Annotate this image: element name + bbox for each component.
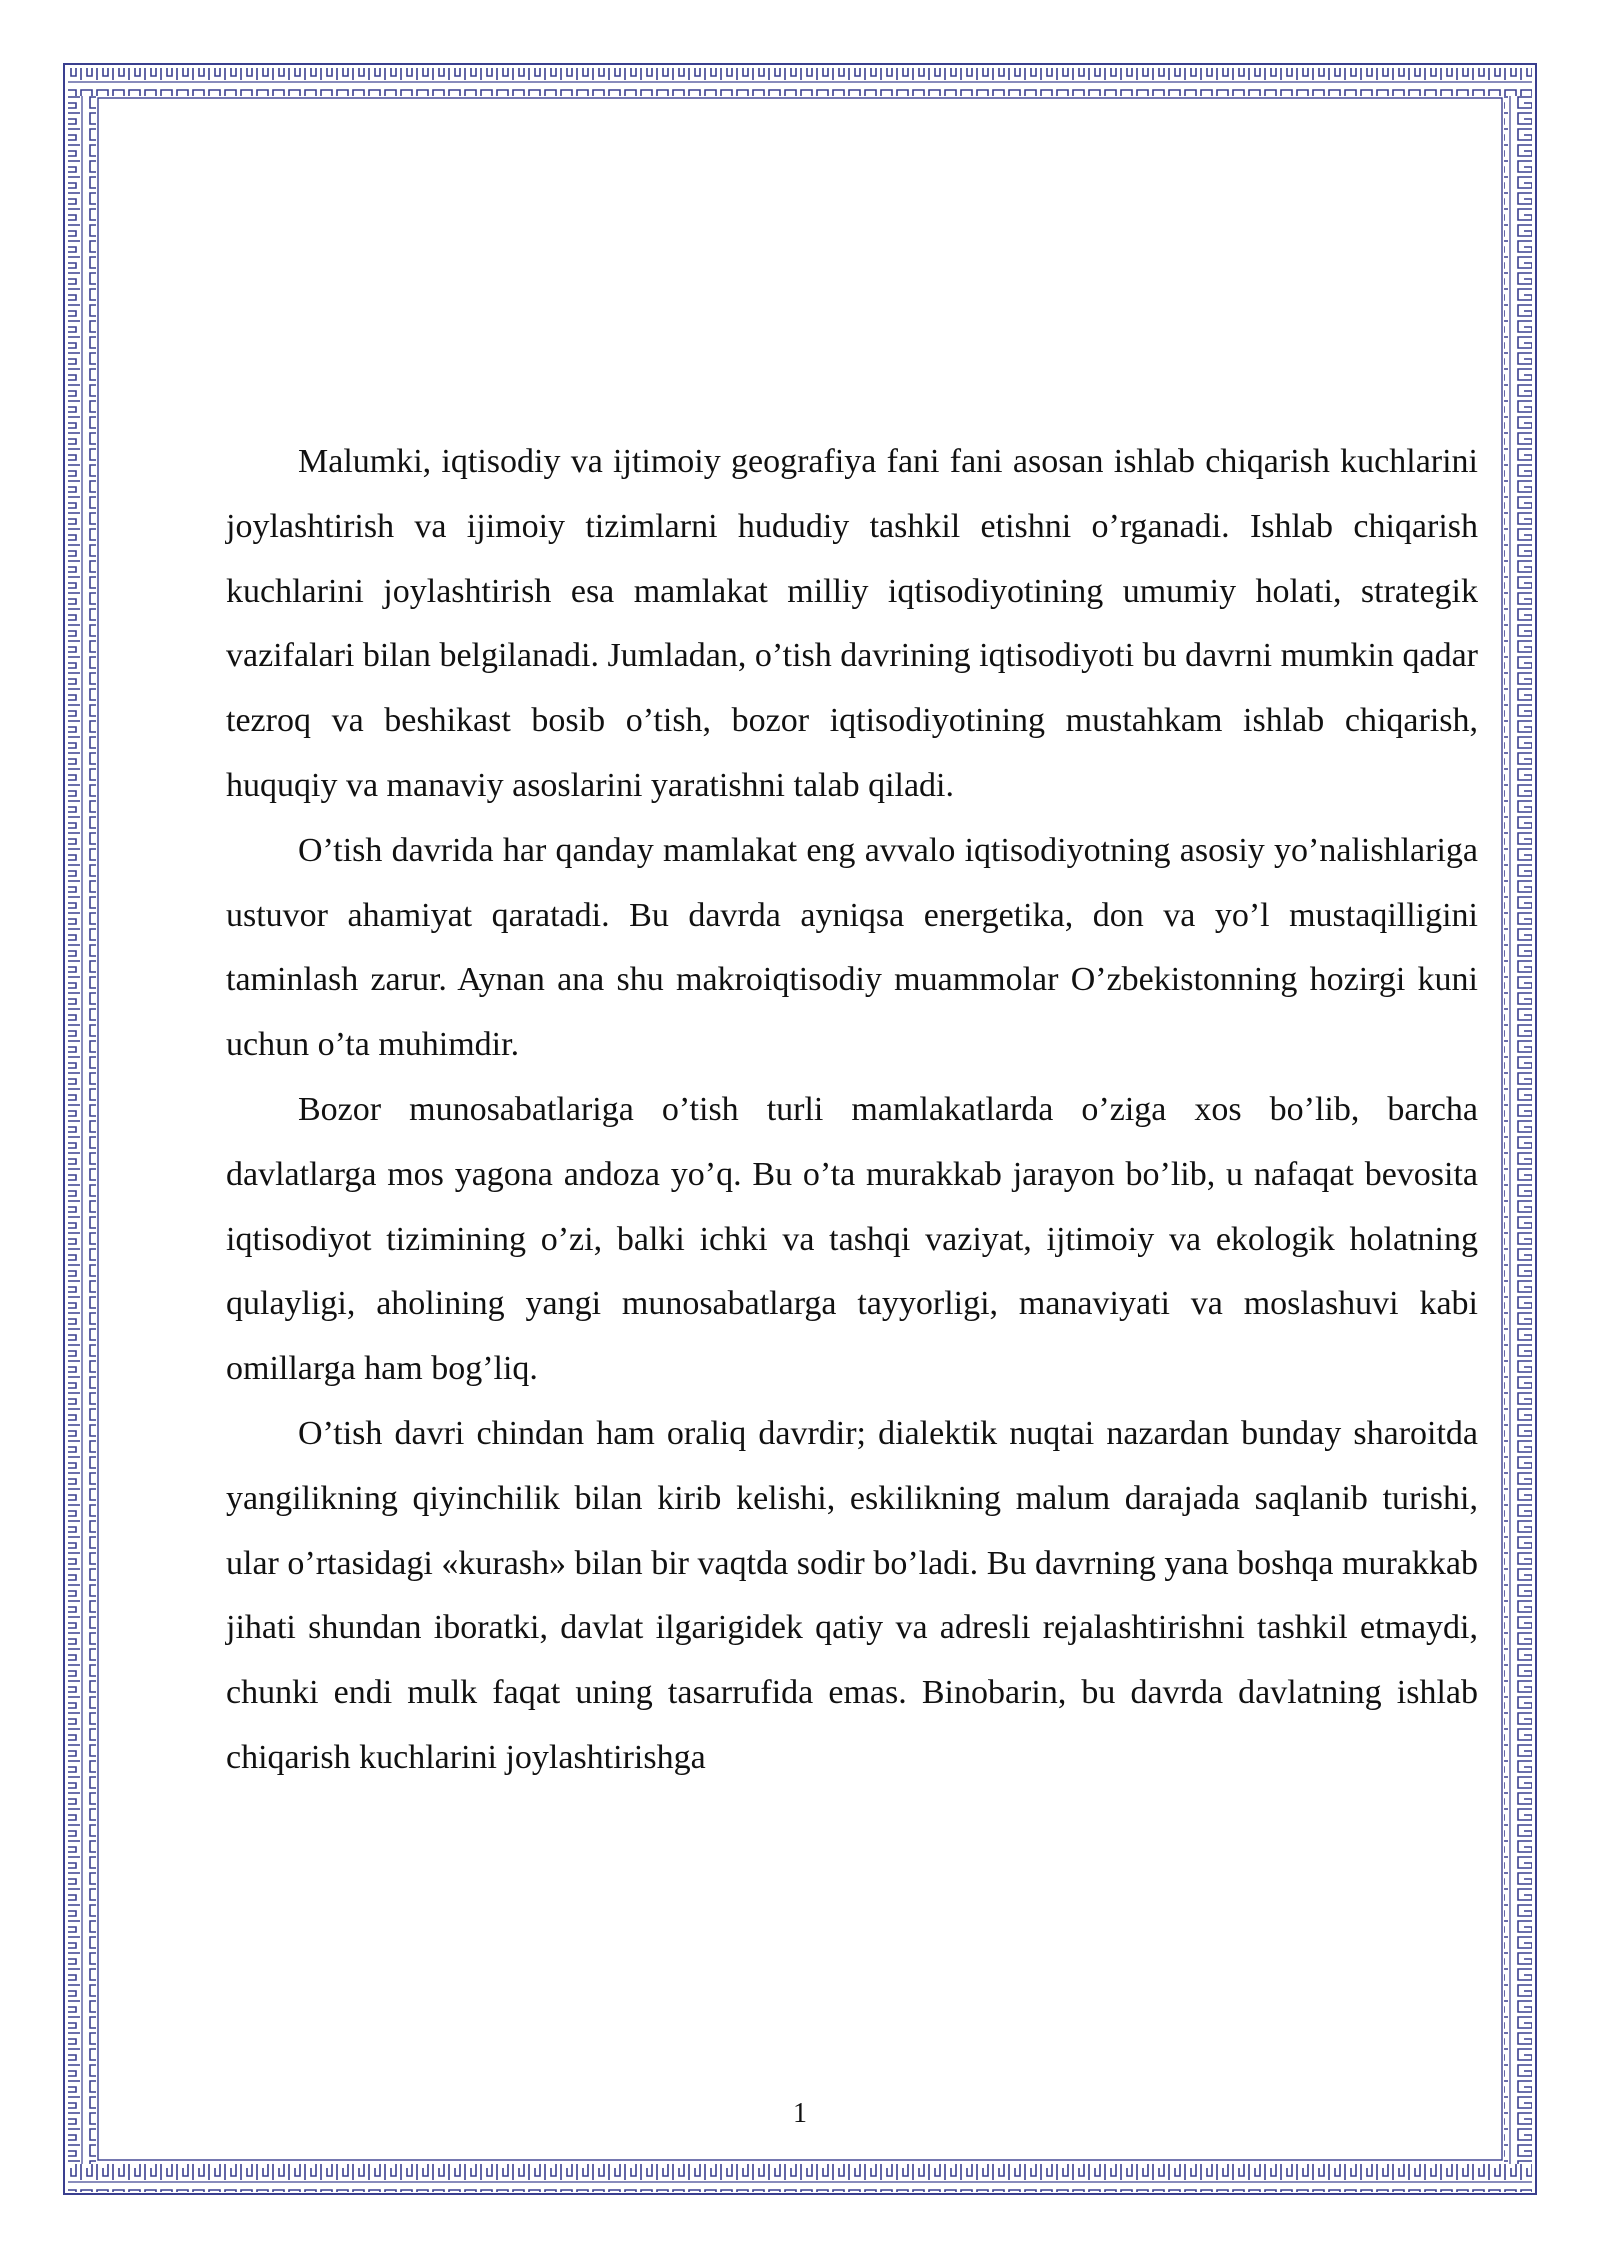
border-top-band xyxy=(68,68,1532,96)
paragraph-1: Malumki, iqtisodiy va ijtimoiy geografiya fani fani asosan ishlab chiqarish kuchlarini joylashtirish va ijimoiy tizimlarni hududiy tashkil etishni o’rganadi. Ishlab chiqarish kuchlarini joylashtirish esa mamlakat milliy iqtisodiyotining umumiy holati, strategik vazifalari bilan belgilanadi. Jumladan, o’tish davrining iqtisodiyoti bu davrni mumkin qadar tezroq va beshikast bosib o’tish, bozor iqtisodiyotining mustahkam ishlab chiqarish, huquqiy va manaviy asoslarini yaratishni talab qiladi. xyxy=(226,443,1478,804)
border-bottom-band xyxy=(68,2164,1532,2192)
paragraph-4: O’tish davri chindan ham oraliq davrdir; dialektik nuqtai nazardan bunday sharoitda yangilikning qiyinchilik bilan kirib kelishi, eskilikning malum darajada saqlanib turishi, ular o’rtasidagi «kurash» bilan bir vaqtda sodir bo’ladi. Bu davrning yana boshqa murakkab jihati shundan iboratki, davlat ilgarigidek qatiy va adresli rejalashtirishni tashkil etmaydi, chunki endi mulk faqat uning tasarrufida emas. Binobarin, bu davrda davlatning ishlab chiqarish kuchlarini joylashtirishga xyxy=(226,1414,1478,1776)
border-right-band xyxy=(1504,96,1532,2164)
border-left-band xyxy=(68,96,96,2164)
paragraph-2: O’tish davrida har qanday mamlakat eng avvalo iqtisodiyotning asosiy yo’nalishlariga ustuvor ahamiyat qaratadi. Bu davrda ayniqsa energetika, don va yo’l mustaqilligini taminlash zarur. Aynan ana shu makroiqtisodiy muammolar O’zbekistonning hozirgi kuni uchun o’ta muhimdir. xyxy=(226,831,1478,1064)
paragraph-3: Bozor munosabatlariga o’tish turli mamlakatlarda o’ziga xos bo’lib, barcha davlatlarga mos yagona andoza yo’q. Bu o’ta murakkab jarayon bo’lib, u nafaqat bevosita iqtisodiyot tizimining o’zi, balki ichki va tashqi vaziyat, ijtimoiy va ekologik holatning qulayligi, aholining yangi munosabatlarga tayyorligi, manaviyati va moslashuvi kabi omillarga ham bog’liq. xyxy=(226,1090,1478,1388)
document-body xyxy=(226,430,1478,1791)
page-number: 1 xyxy=(793,2098,807,2129)
